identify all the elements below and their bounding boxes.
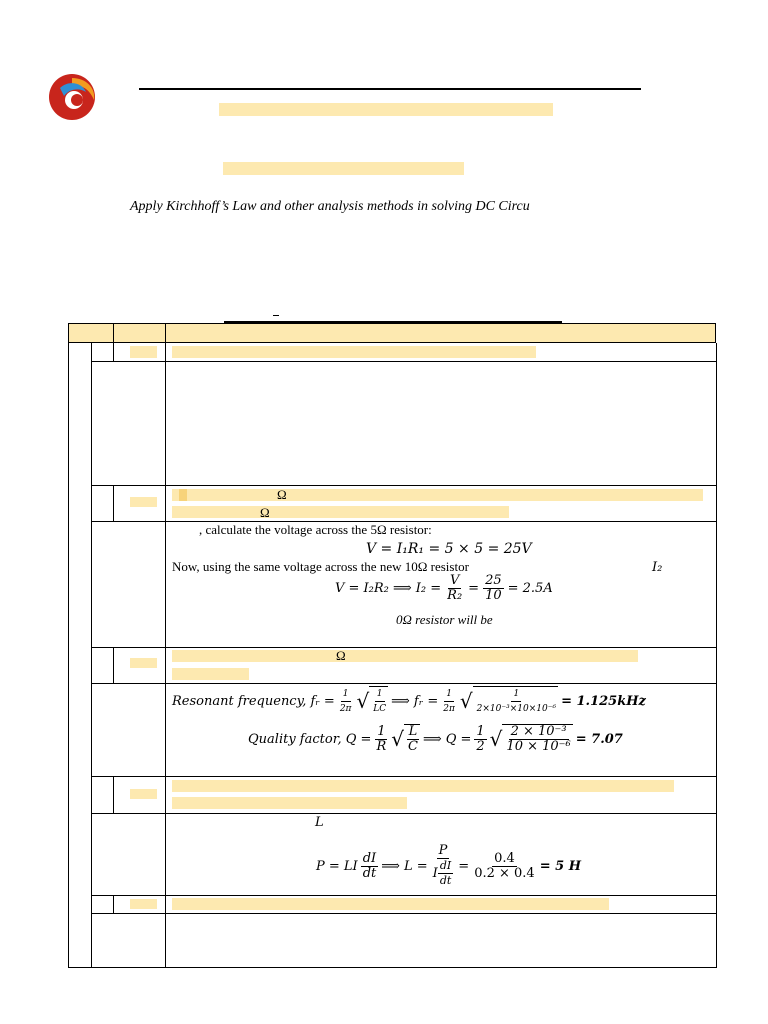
frac-num: 1 xyxy=(341,687,351,702)
frac xyxy=(438,859,453,888)
swirl-logo-icon xyxy=(46,70,102,122)
frac xyxy=(504,725,572,754)
frac-den: 0.2 × 0.4 xyxy=(474,865,535,881)
q2-eq2-frac2 xyxy=(483,574,504,603)
frac xyxy=(472,852,537,881)
frac xyxy=(371,687,388,716)
q2-eq2-left: V = I₂R₂ ⟹ I₂ = xyxy=(335,581,442,596)
q2-eq2-eq: = xyxy=(468,581,480,596)
frac xyxy=(475,687,558,716)
q2-answer-line2: Now, using the same voltage across the new 10Ω resistor xyxy=(172,559,469,574)
frac-den: 2π xyxy=(339,703,352,714)
frac-den: 2π xyxy=(443,703,455,714)
header-rule xyxy=(139,88,641,90)
frac xyxy=(474,725,486,754)
frac-den: 10 × 10⁻⁶ xyxy=(506,739,571,754)
table-col-1 xyxy=(91,343,92,968)
q2-omega-1: Ω xyxy=(277,487,287,502)
frac-den: R xyxy=(376,738,387,754)
frac-num: L xyxy=(408,724,418,739)
frac xyxy=(361,852,379,881)
q3-quality-eq xyxy=(248,724,623,754)
frac-num: 1 xyxy=(375,687,385,702)
q2-omega-2: Ω xyxy=(260,505,270,520)
q5-question-highlight xyxy=(172,898,609,910)
q4-question-highlight-2 xyxy=(172,797,407,809)
frac xyxy=(431,844,456,888)
sub-col-a xyxy=(113,343,114,361)
header-divider-1 xyxy=(113,323,114,343)
row-rule xyxy=(91,913,717,914)
table-right-border xyxy=(716,343,717,968)
frac-den: 10 xyxy=(485,588,502,603)
sqrt xyxy=(460,686,558,716)
row-rule xyxy=(91,813,717,814)
sub-col-d xyxy=(113,776,114,813)
frac-num: 1 xyxy=(476,723,485,739)
sub-col-e xyxy=(113,895,114,913)
row-rule xyxy=(91,895,717,896)
frac-num: 1 xyxy=(377,723,386,739)
frac-den: R₂ xyxy=(447,588,463,603)
frac-num: dI xyxy=(362,850,377,866)
q2-highlight-mark xyxy=(179,489,187,501)
frac-num: 0.4 xyxy=(494,850,515,866)
frac-num: dI xyxy=(439,859,452,872)
frac-den: 2×10⁻³×10×10⁻⁶ xyxy=(476,704,557,714)
header-divider-2 xyxy=(165,323,166,343)
sub-col-b xyxy=(113,485,114,521)
q4-l-label: L xyxy=(315,815,324,830)
table-bottom-border xyxy=(68,967,717,968)
q3-resonant-label: Resonant frequency, fᵣ = xyxy=(172,693,335,709)
q2-i2-label: I₂ xyxy=(652,560,663,575)
frac xyxy=(338,687,354,716)
q3-quality-result: = 7.07 xyxy=(575,731,623,747)
q3-resonant-mid: ⟹ fᵣ = xyxy=(391,693,439,709)
q3-resonant-result: = 1.125kHz xyxy=(561,693,646,709)
frac xyxy=(374,725,388,754)
frac-num: 2 × 10⁻³ xyxy=(510,724,567,739)
sqrt xyxy=(490,724,573,754)
q2-question-highlight-1 xyxy=(172,489,703,501)
q3-omega: Ω xyxy=(336,648,346,663)
q3-resonant-eq xyxy=(172,686,646,716)
row-rule xyxy=(91,647,717,648)
table-col-2 xyxy=(165,343,166,968)
table-left-border xyxy=(68,343,69,968)
q4-eq-eq: = xyxy=(458,858,470,874)
q3-quality-label: Quality factor, Q = xyxy=(248,731,372,747)
q3-question-highlight-1 xyxy=(172,650,638,662)
pre-table-tick xyxy=(273,315,279,316)
q2-eq1: V = I₁R₁ = 5 × 5 = 25V xyxy=(366,541,532,557)
q1-question-highlight xyxy=(172,346,536,358)
frac-den: dt xyxy=(439,874,452,887)
q4-result: = 5 H xyxy=(539,858,581,874)
subject-highlight xyxy=(223,162,464,175)
frac-num: P xyxy=(438,843,448,858)
row-rule xyxy=(91,361,717,362)
frac-den: I $\frac{dI}{dt}$ xyxy=(432,859,452,887)
row-rule xyxy=(91,485,717,486)
radical: √ xyxy=(356,689,370,713)
q2-marks-highlight xyxy=(130,497,157,507)
frac-den: dt xyxy=(362,865,377,881)
frac xyxy=(406,725,420,754)
row-rule xyxy=(91,683,717,684)
sub-col-c xyxy=(113,647,114,683)
learning-outcome-text: Apply Kirchhoff’s Law and other analysis methods in solving DC Circu xyxy=(130,199,530,214)
radical: √ xyxy=(489,727,503,751)
q4-eq-mid: ⟹ L = xyxy=(381,858,428,874)
radical: √ xyxy=(459,689,473,713)
q5-marks-highlight xyxy=(130,899,157,909)
frac-den: 2 xyxy=(476,738,485,754)
q2-answer-line1: , calculate the voltage across the 5Ω resistor: xyxy=(199,522,432,537)
q1-marks-highlight xyxy=(130,346,157,358)
frac-num: 25 xyxy=(485,573,502,588)
frac-num: V xyxy=(449,573,460,588)
q4-eq-left: P = LI xyxy=(316,858,358,874)
frac-num: 1 xyxy=(511,687,521,702)
q4-eq xyxy=(316,844,581,888)
title-highlight xyxy=(219,103,553,116)
row-rule xyxy=(91,776,717,777)
q2-eq2 xyxy=(335,574,553,603)
radical: √ xyxy=(391,727,404,751)
q2-eq2-frac1 xyxy=(445,574,464,603)
q3-question-highlight-2 xyxy=(172,668,249,680)
q4-question-highlight-1 xyxy=(172,780,674,792)
q2-question-highlight-2 xyxy=(172,506,509,518)
frac-num: 1 xyxy=(444,687,454,702)
q4-marks-highlight xyxy=(130,789,157,799)
q3-quality-mid: ⟹ Q = xyxy=(422,731,472,747)
sqrt xyxy=(356,686,388,716)
frac-den: LC xyxy=(373,704,387,714)
q2-answer-line3: 0Ω resistor will be xyxy=(396,612,493,627)
sqrt xyxy=(391,724,420,754)
frac xyxy=(441,687,457,716)
q3-marks-highlight xyxy=(130,658,157,668)
q2-eq2-result: = 2.5A xyxy=(507,581,553,596)
frac-den: C xyxy=(407,739,418,754)
